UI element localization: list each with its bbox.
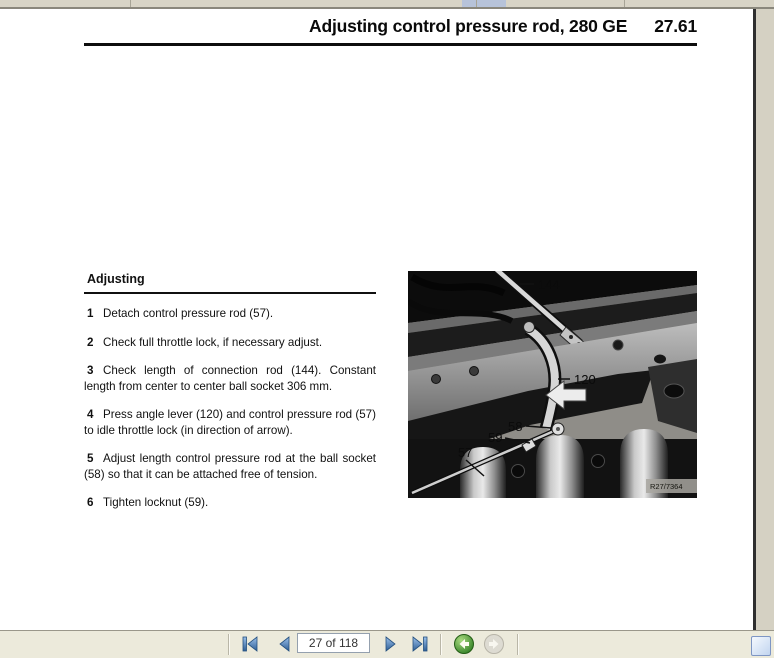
step-number: 1 <box>87 307 94 320</box>
step-text: Detach control pressure rod (57). <box>103 307 274 320</box>
first-page-icon <box>239 634 261 654</box>
step-number: 6 <box>87 496 94 509</box>
page-title-text: Adjusting control pressure rod, 280 GE <box>309 16 628 36</box>
step-number: 2 <box>87 335 94 349</box>
next-page-icon <box>381 634 401 654</box>
last-page-button[interactable] <box>408 633 432 655</box>
engine-photo <box>408 271 697 498</box>
step-number: 3 <box>87 364 94 377</box>
heading-rule <box>84 292 376 294</box>
toolbar-button-fragment <box>462 0 506 7</box>
step-item <box>84 495 376 511</box>
step-item <box>84 335 376 351</box>
toolbar-separator <box>624 0 625 7</box>
step-text: Check full throttle lock, if necessary adjust. <box>103 335 323 349</box>
step-text: Tighten locknut (59). <box>103 496 209 509</box>
step-text: Adjust length control pressure rod at the ball socket (58) so that it can be attached free of tension. <box>84 452 376 481</box>
engine-photo-figure <box>408 271 697 498</box>
previous-page-button[interactable] <box>272 633 296 655</box>
photo-credit: R27/7364 <box>650 482 683 491</box>
previous-view-icon <box>453 633 475 655</box>
step-number: 5 <box>87 452 94 465</box>
section-heading: Adjusting <box>87 272 145 286</box>
header-rule <box>84 43 697 46</box>
toolbar-separator <box>440 634 441 655</box>
step-text: Check length of connection rod (144). Constant length from center to center ball socket 306 mm. <box>84 364 376 393</box>
previous-page-icon <box>274 634 294 654</box>
step-item <box>84 363 376 394</box>
next-view-icon <box>483 633 505 655</box>
callout-120: 120 <box>574 372 596 387</box>
previous-view-button[interactable] <box>453 633 475 655</box>
toolbar-separator <box>517 634 518 655</box>
step-item <box>84 407 376 438</box>
callout-57: 57 <box>458 445 473 460</box>
step-number: 4 <box>87 408 94 421</box>
instructions-column <box>84 272 376 524</box>
step-text: Press angle lever (120) and control pressure rod (57) to idle throttle lock (in direction of arrow). <box>84 408 376 437</box>
right-gutter <box>756 9 774 630</box>
step-item <box>84 451 376 482</box>
top-toolbar-strip <box>0 0 774 9</box>
first-page-button[interactable] <box>238 633 262 655</box>
scroll-corner-button[interactable] <box>751 636 771 656</box>
next-page-button[interactable] <box>379 633 403 655</box>
callout-58: 58 <box>508 419 523 434</box>
callout-144: 144 <box>538 277 560 292</box>
toolbar-separator <box>228 634 229 655</box>
toolbar-separator <box>130 0 131 7</box>
page-title <box>84 16 697 37</box>
last-page-icon <box>409 634 431 654</box>
callout-59: 59 <box>488 430 503 445</box>
next-view-button[interactable] <box>483 633 505 655</box>
toolbar-separator <box>476 0 477 7</box>
page-number-input[interactable] <box>297 633 370 653</box>
step-item <box>84 306 376 322</box>
section-number: 27.61 <box>654 16 697 36</box>
